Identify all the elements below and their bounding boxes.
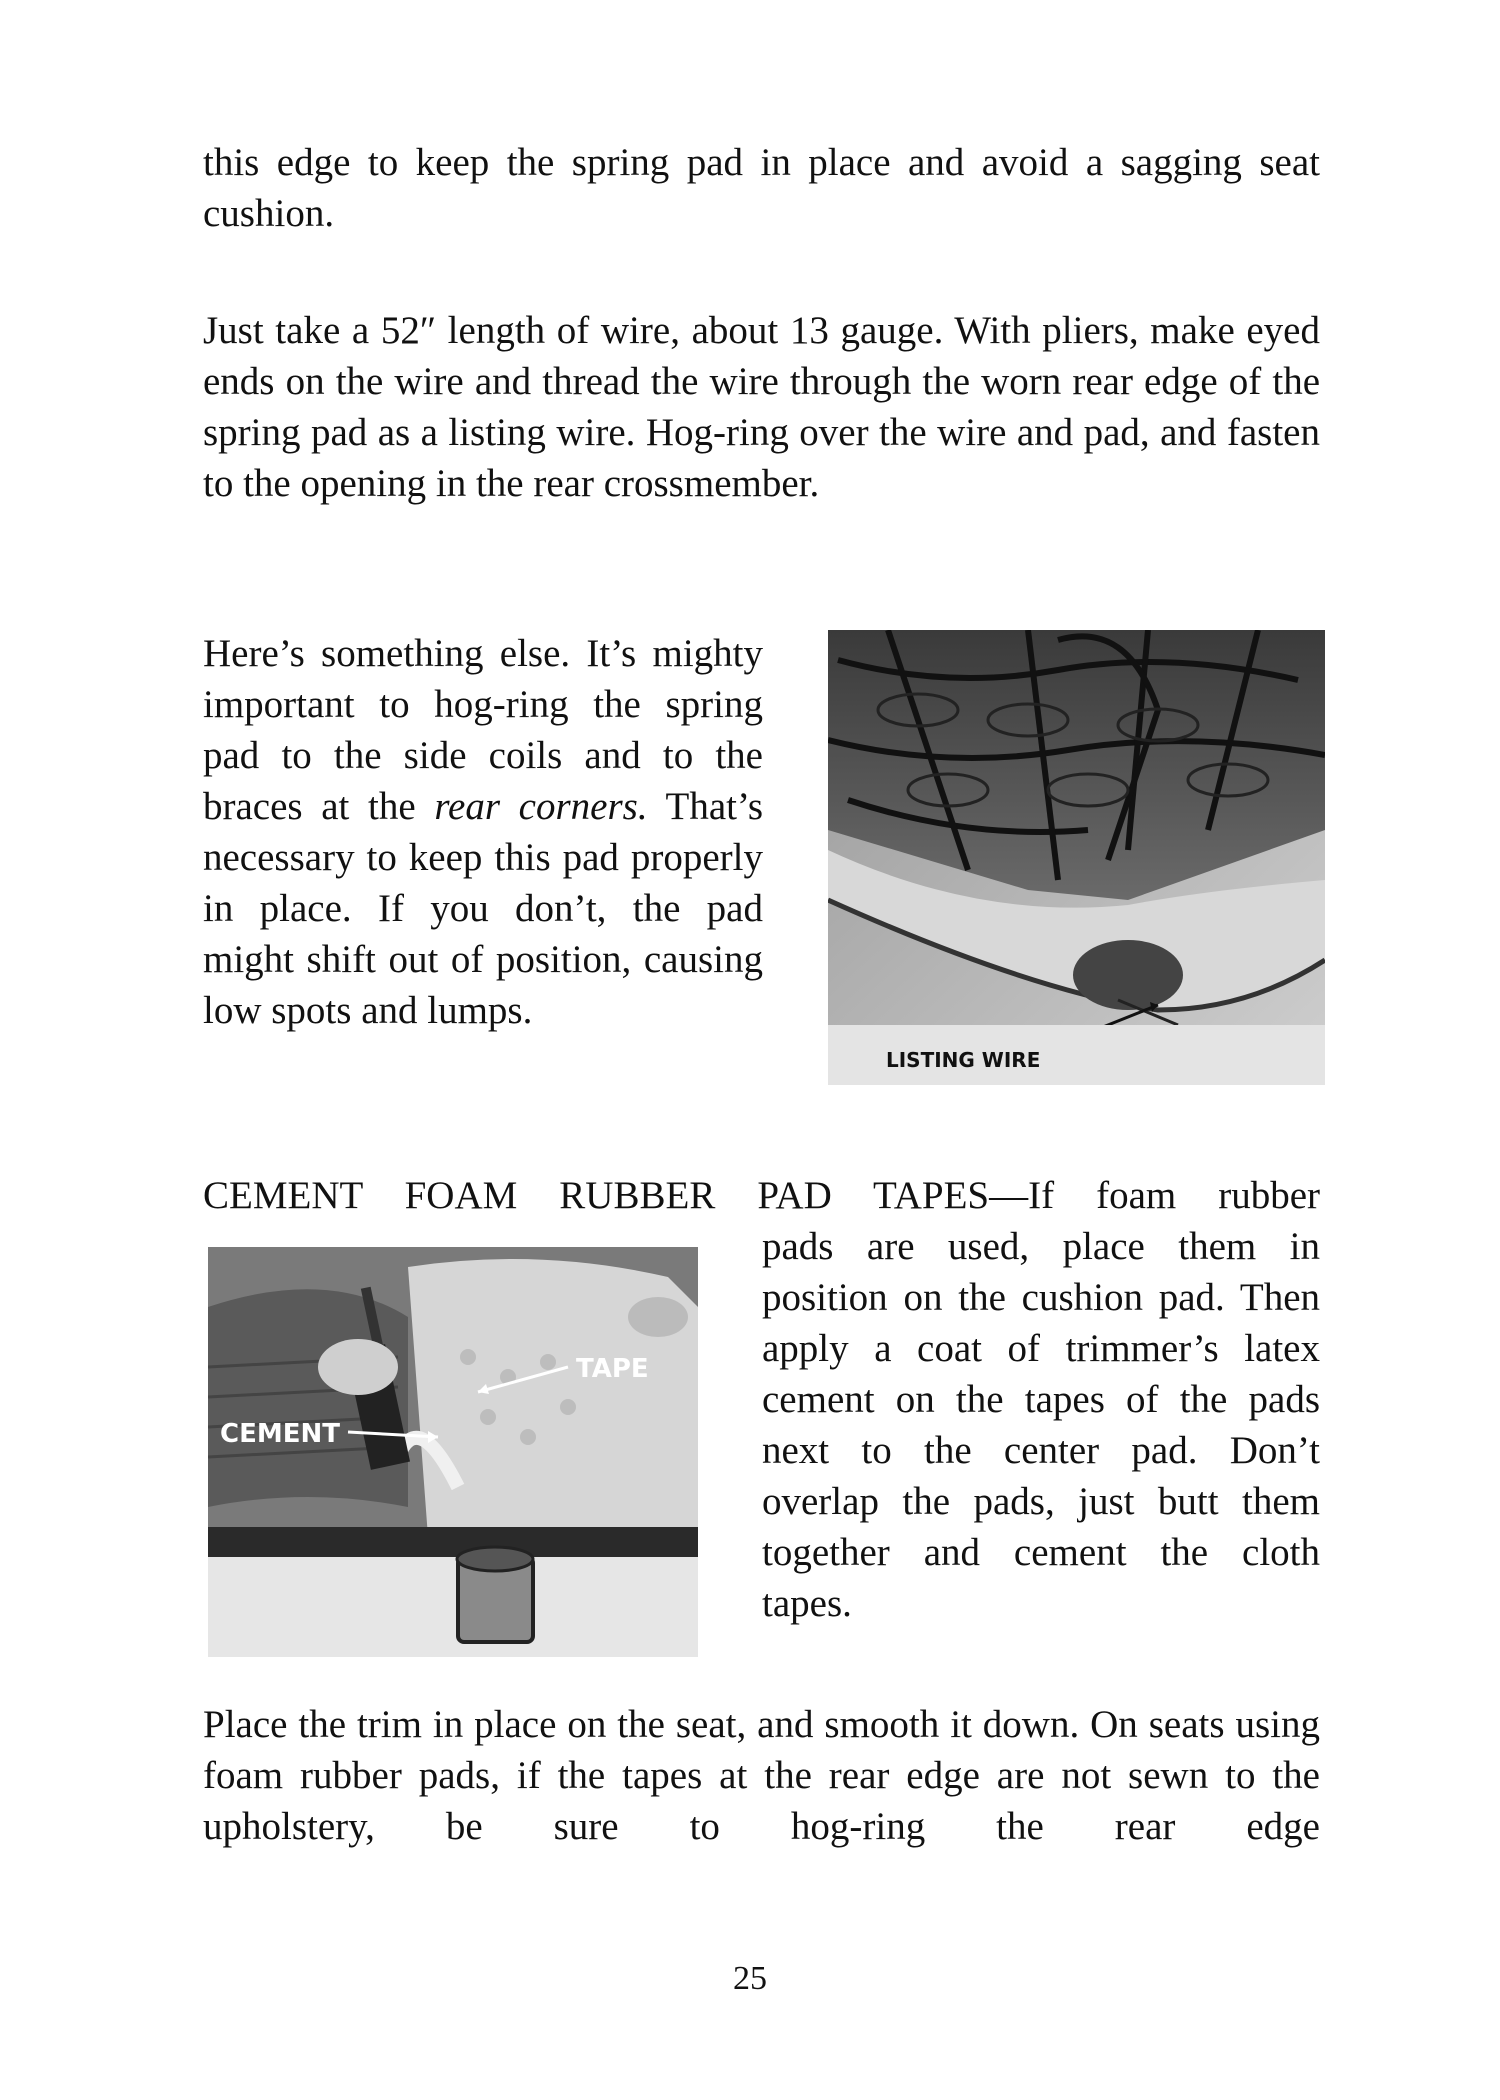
p3-text-italic: rear corners. xyxy=(434,785,648,828)
listing-wire-label: LISTING WIRE xyxy=(886,1048,1041,1072)
cement-label: CEMENT xyxy=(220,1419,340,1449)
heading-dash: — xyxy=(989,1174,1029,1217)
paragraph-listing-wire-instructions: Just take a 52″ length of wire, about 13 gauge. With pliers, make eyed ends on the wire and thread the wire through the worn rear edge of the spring pad as a listing wire. Hog-ring over the wire and pad, and fasten to the opening in the rear crossmember. xyxy=(203,309,1320,505)
paragraph-cement-tapes: pads are used, place them in position on the cushion pad. Then apply a coat of trimmer’s latex cement on the tapes of the pads next to the center pad. Don’t overlap the pads, just butt them together and cement the cloth tapes. xyxy=(762,1225,1320,1625)
paragraph-place-trim: Place the trim in place on the seat, and smooth it down. On seats using foam rubber pads, if the tapes at the rear edge are not sewn to the upholstery, be sure to hog-ring the rear edge xyxy=(203,1703,1320,1848)
tape-label: TAPE xyxy=(576,1354,649,1384)
cementing-tape-photo-icon xyxy=(208,1247,698,1657)
p3-text-before: Here’s something else. It’s mighty important to hog-ring the spring pad to the side coils and to the braces at the xyxy=(203,632,763,828)
cement-tape-photo xyxy=(208,1247,698,1657)
p4-lead-text: If foam rubber xyxy=(1028,1174,1320,1217)
listing-wire-photo xyxy=(828,630,1325,1085)
spring-cushion-photo-icon xyxy=(828,630,1325,1085)
page-number: 25 xyxy=(733,1960,767,1997)
section-heading: CEMENT FOAM RUBBER PAD TAPES xyxy=(203,1174,990,1217)
paragraph-hog-ring-corners xyxy=(203,628,763,1036)
p3-text-after: That’s necessary to keep this pad properly in place. If you don’t, the pad might shift out of position, causing low spots and lumps. xyxy=(203,785,763,1032)
paragraph-sagging-seat: this edge to keep the spring pad in place and avoid a sagging seat cushion. xyxy=(203,141,1320,235)
